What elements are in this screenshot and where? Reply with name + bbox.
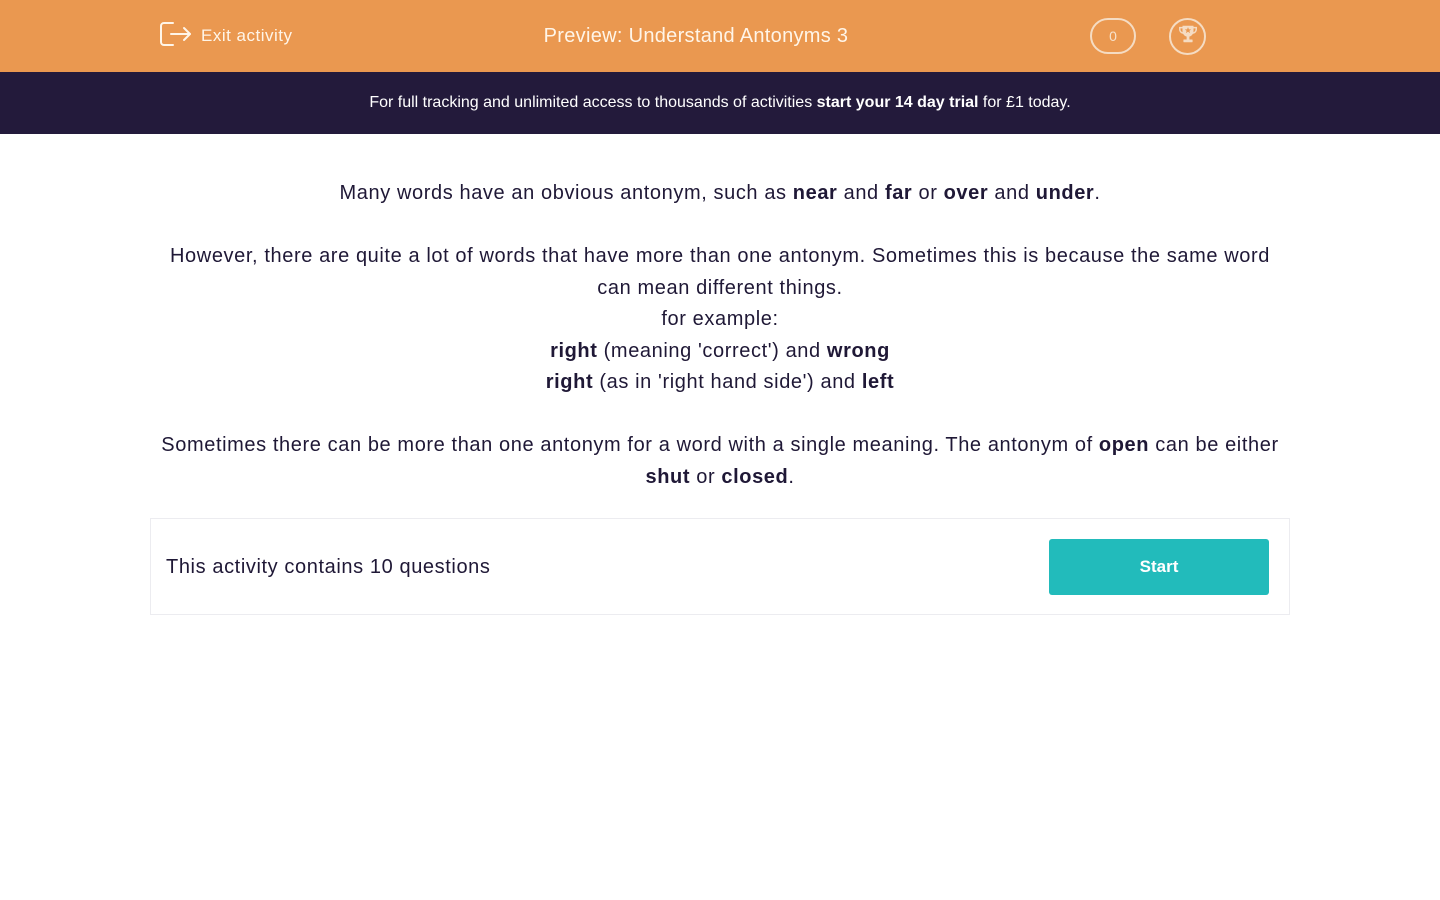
trophy-icon — [1177, 23, 1199, 50]
intro-example-1: right (meaning 'correct') and wrong — [550, 339, 890, 362]
start-trial-link[interactable]: start your 14 day trial — [816, 94, 979, 111]
trophy-button[interactable] — [1169, 18, 1206, 55]
start-button[interactable]: Start — [1049, 539, 1269, 595]
activity-card — [150, 518, 1290, 615]
page-title: Preview: Understand Antonyms 3 — [543, 24, 849, 47]
exit-activity-label: Exit activity — [201, 26, 293, 45]
question-count: This activity contains 10 questions — [166, 556, 491, 578]
trial-banner — [0, 72, 1440, 134]
score-badge: 0 — [1090, 18, 1136, 54]
intro-paragraph-2: However, there are quite a lot of words that have more than one antonym. Sometimes this is because the same word can mean different things. — [170, 245, 1270, 299]
intro-example-2: right (as in 'right hand side') and left — [545, 371, 895, 393]
intro-example-label: for example: — [661, 308, 779, 330]
top-bar — [0, 0, 1440, 72]
intro-paragraph-1: Many words have an obvious antonym, such as near and far or over and under. — [339, 182, 1101, 204]
intro-paragraph-4: Sometimes there can be more than one antonym for a word with a single meaning. The antonym of open can be either shut or closed. — [161, 434, 1279, 488]
banner-text-end: for £1 today. — [978, 94, 1071, 111]
banner-text: For full tracking and unlimited access to thousands of activities — [369, 94, 817, 111]
intro-text — [150, 178, 1290, 493]
